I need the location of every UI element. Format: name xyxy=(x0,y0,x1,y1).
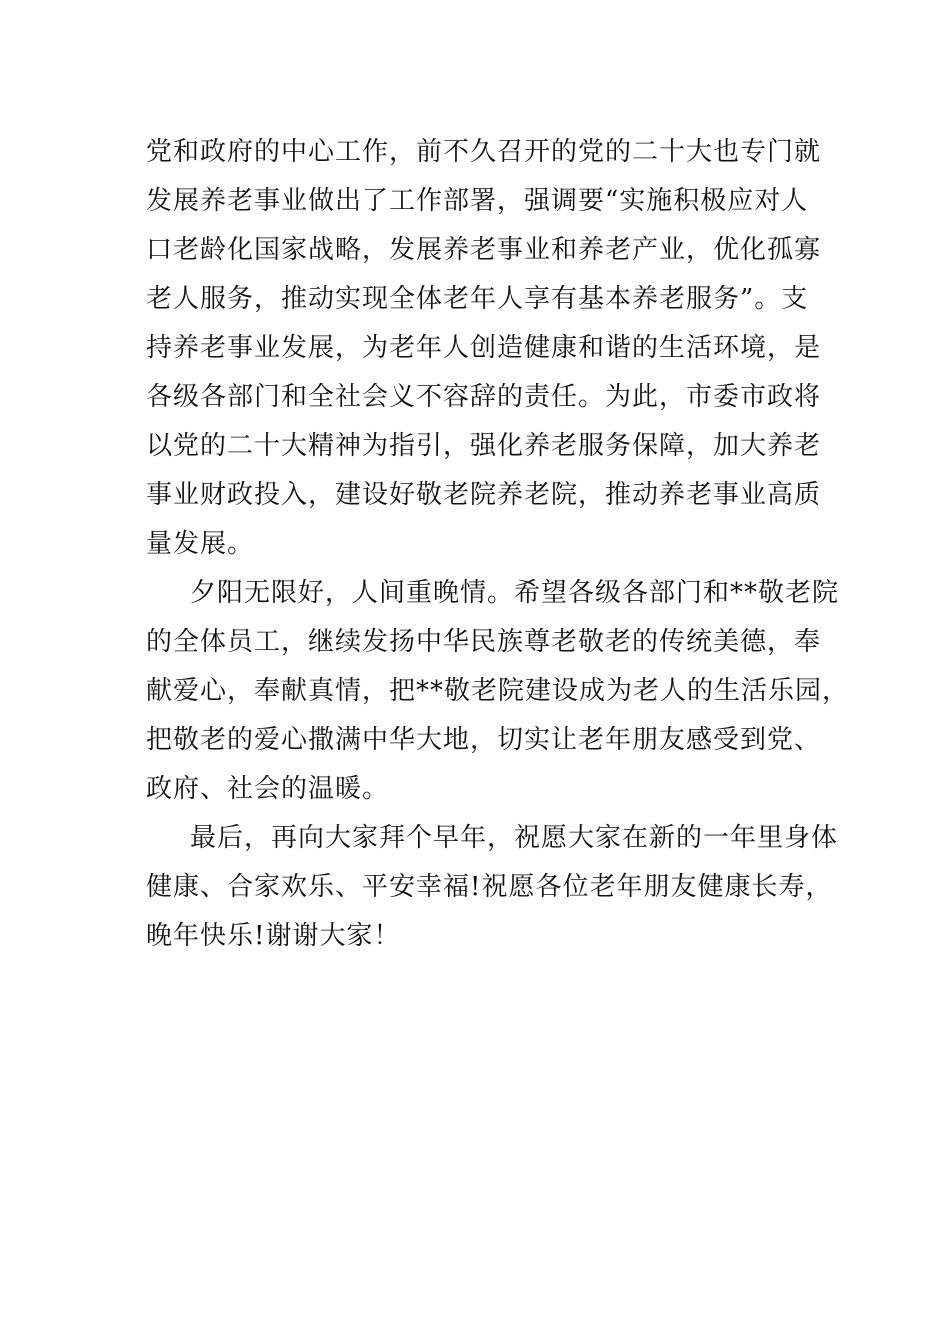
text-line: 持养老事业发展，为老年人创造健康和谐的生活环境，是 xyxy=(146,333,822,363)
text-line: 老人服务，推动实现全体老年人享有基本养老服务”。支 xyxy=(146,284,809,314)
text-line: 事业财政投入，建设好敬老院养老院，推动养老事业高质 xyxy=(146,480,822,510)
text-line: 把敬老的爱心撒满中华大地，切实让老年朋友感受到党、 xyxy=(146,725,822,755)
text-line: 夕阳无限好，人间重晚情。希望各级各部门和**敬老院 xyxy=(190,578,840,608)
text-line: 最后，再向大家拜个早年，祝愿大家在新的一年里身体 xyxy=(190,823,839,853)
paragraph-2 xyxy=(146,569,850,814)
text-line: 晚年快乐!谢谢大家！ xyxy=(146,921,401,951)
paragraph-3 xyxy=(146,814,839,961)
text-line: 各级各部门和全社会义不容辞的责任。为此，市委市政将 xyxy=(146,382,822,412)
text-line: 量发展。 xyxy=(146,529,255,559)
text-line: 口老龄化国家战略，发展养老事业和养老产业，优化孤寡 xyxy=(146,235,822,265)
paragraph-1 xyxy=(146,128,822,569)
text-line: 政府、社会的温暖。 xyxy=(146,774,390,804)
text-line: 党和政府的中心工作，前不久召开的党的二十大也专门就 xyxy=(146,137,822,167)
text-line: 献爱心，奉献真情，把**敬老院建设成为老人的生活乐园， xyxy=(146,676,850,706)
text-line: 的全体员工，继续发扬中华民族尊老敬老的传统美德，奉 xyxy=(146,627,822,657)
text-line: 以党的二十大精神为指引，强化养老服务保障，加大养老 xyxy=(146,431,822,461)
text-line: 发展养老事业做出了工作部署，强调要“实施积极应对人 xyxy=(146,186,809,216)
text-line: 健康、合家欢乐、平安幸福!祝愿各位老年朋友健康长寿， xyxy=(146,872,833,902)
document-body xyxy=(146,128,850,961)
